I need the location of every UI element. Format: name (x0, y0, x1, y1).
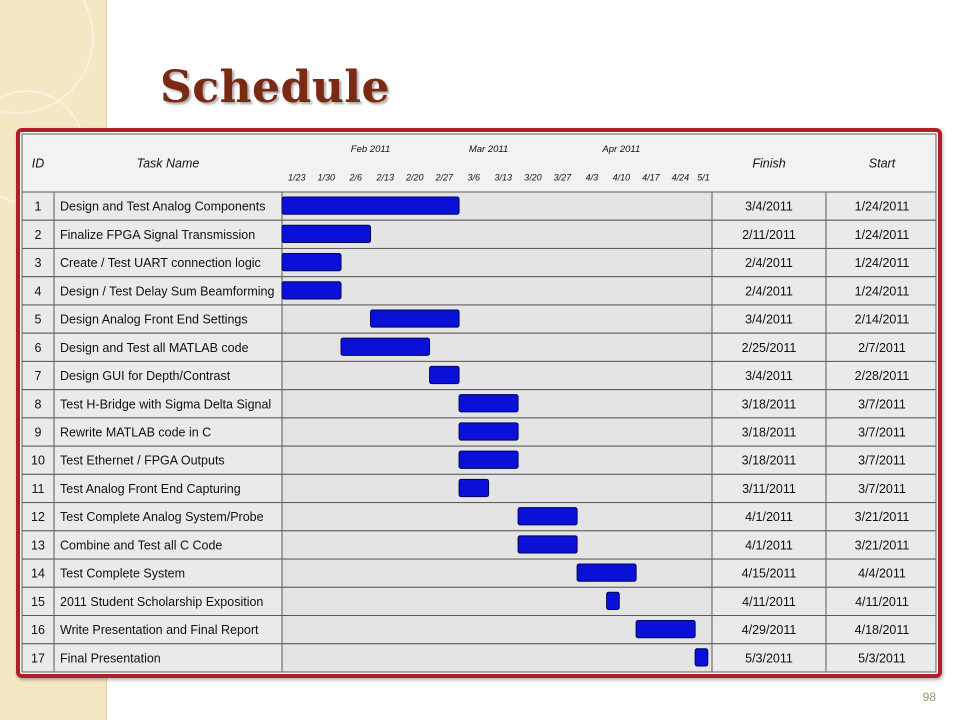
task-name: Design GUI for Depth/Contrast (60, 369, 231, 384)
task-bar (282, 197, 459, 214)
task-id: 11 (31, 481, 45, 496)
task-start: 4/4/2011 (858, 566, 906, 581)
task-finish: 3/18/2011 (741, 425, 797, 440)
task-name: Combine and Test all C Code (60, 538, 223, 553)
slide-title: Schedule (160, 62, 391, 113)
task-id: 3 (34, 256, 42, 271)
task-bar (341, 338, 430, 355)
task-bar (459, 479, 489, 496)
task-start: 2/7/2011 (858, 340, 906, 355)
task-start: 1/24/2011 (854, 199, 910, 214)
task-name: Test Complete System (60, 566, 186, 581)
task-start: 4/18/2011 (854, 623, 910, 638)
task-start: 3/7/2011 (858, 453, 906, 468)
week-tick-label: 1/23 (287, 172, 306, 183)
task-bar (607, 592, 620, 609)
task-bar (577, 564, 636, 581)
task-row-timeline (282, 361, 712, 389)
week-tick-label: 3/20 (524, 172, 542, 183)
week-tick-label: 3/6 (467, 172, 481, 183)
task-id: 12 (31, 510, 45, 525)
task-bar (282, 253, 341, 270)
task-finish: 4/29/2011 (741, 623, 797, 638)
week-tick-label: 2/20 (406, 172, 424, 183)
task-row-timeline (282, 559, 712, 587)
task-name: Create / Test UART connection logic (60, 256, 261, 271)
week-tick-label: 4/10 (612, 172, 631, 183)
week-tick-label: 3/13 (494, 172, 513, 183)
task-bar (430, 366, 460, 383)
header-start: Start (868, 156, 896, 171)
task-finish: 4/1/2011 (745, 538, 793, 553)
task-id: 13 (31, 538, 45, 553)
week-tick-label: 4/17 (642, 172, 660, 183)
task-name: Design and Test all MATLAB code (60, 340, 249, 355)
task-id: 7 (34, 369, 42, 384)
task-finish: 4/11/2011 (742, 594, 796, 609)
task-finish: 4/1/2011 (745, 510, 793, 525)
task-name: Write Presentation and Final Report (60, 623, 259, 638)
task-row-timeline (282, 503, 712, 531)
task-bar (282, 282, 341, 299)
task-name: Finalize FPGA Signal Transmission (60, 227, 256, 242)
week-tick-label: 1/30 (317, 172, 336, 183)
week-tick-label: 2/6 (349, 172, 363, 183)
task-start: 2/28/2011 (854, 369, 910, 384)
week-tick-label: 4/3 (585, 172, 599, 183)
task-row-timeline (282, 305, 712, 333)
task-finish: 3/18/2011 (741, 397, 797, 412)
task-start: 1/24/2011 (854, 227, 910, 242)
task-name: Test Complete Analog System/Probe (60, 510, 264, 525)
week-tick-label: 3/27 (553, 172, 572, 183)
month-label: Apr 2011 (602, 144, 641, 155)
task-finish: 5/3/2011 (745, 651, 793, 666)
task-id: 16 (31, 623, 45, 638)
task-bar (282, 225, 371, 242)
task-finish: 2/11/2011 (742, 227, 796, 242)
task-start: 3/7/2011 (858, 481, 906, 496)
task-id: 5 (34, 312, 42, 327)
week-tick-label: 4/24 (671, 172, 690, 183)
task-finish: 3/4/2011 (745, 312, 793, 327)
task-id: 15 (31, 594, 45, 609)
task-id: 8 (34, 397, 42, 412)
task-name: 2011 Student Scholarship Exposition (60, 594, 264, 609)
task-name: Test H-Bridge with Sigma Delta Signal (60, 397, 272, 412)
task-start: 4/11/2011 (855, 594, 909, 609)
task-start: 3/21/2011 (854, 510, 910, 525)
task-bar (459, 451, 518, 468)
month-label: Feb 2011 (350, 144, 391, 155)
task-row-timeline (282, 277, 712, 305)
task-finish: 3/4/2011 (745, 199, 793, 214)
task-start: 3/21/2011 (854, 538, 910, 553)
task-name: Final Presentation (60, 651, 161, 666)
task-name: Test Analog Front End Capturing (60, 481, 241, 496)
task-bar (459, 423, 518, 440)
task-row-timeline (282, 474, 712, 502)
task-bar (636, 621, 695, 638)
task-row-timeline (282, 531, 712, 559)
task-start: 1/24/2011 (854, 284, 910, 299)
task-bar (459, 395, 518, 412)
task-bar (695, 649, 708, 666)
task-row-timeline (282, 248, 712, 276)
task-bar (371, 310, 460, 327)
task-finish: 3/4/2011 (745, 369, 793, 384)
task-id: 9 (34, 425, 42, 440)
header-id: ID (31, 156, 45, 171)
header-task-name: Task Name (136, 156, 200, 171)
task-id: 6 (34, 340, 42, 355)
task-id: 17 (31, 651, 45, 666)
task-finish: 3/18/2011 (741, 453, 797, 468)
header-finish: Finish (752, 156, 786, 171)
task-row-timeline (282, 644, 712, 672)
week-tick-label: 2/13 (376, 172, 395, 183)
task-start: 1/24/2011 (854, 256, 910, 271)
task-id: 14 (31, 566, 45, 581)
task-row-timeline (282, 587, 712, 615)
task-name: Test Ethernet / FPGA Outputs (60, 453, 225, 468)
task-bar (518, 536, 577, 553)
task-start: 2/14/2011 (854, 312, 910, 327)
task-start: 3/7/2011 (858, 397, 906, 412)
task-id: 1 (34, 199, 42, 214)
task-finish: 4/15/2011 (741, 566, 797, 581)
task-start: 5/3/2011 (858, 651, 906, 666)
task-bar (518, 508, 577, 525)
task-finish: 2/4/2011 (745, 256, 793, 271)
gantt-chart (20, 132, 938, 674)
task-name: Design / Test Delay Sum Beamforming (60, 284, 275, 299)
task-id: 4 (34, 284, 42, 299)
week-tick-label: 5/1 (697, 172, 710, 183)
task-id: 2 (34, 227, 42, 242)
task-start: 3/7/2011 (858, 425, 906, 440)
task-finish: 2/4/2011 (745, 284, 793, 299)
gantt-chart-frame (16, 128, 942, 678)
page-number: 98 (922, 690, 936, 704)
task-name: Design and Test Analog Components (60, 199, 266, 214)
task-finish: 3/11/2011 (742, 481, 796, 496)
task-finish: 2/25/2011 (741, 340, 797, 355)
month-label: Mar 2011 (468, 144, 509, 155)
task-name: Rewrite MATLAB code in C (60, 425, 212, 440)
task-name: Design Analog Front End Settings (60, 312, 248, 327)
week-tick-label: 2/27 (435, 172, 454, 183)
task-id: 10 (31, 453, 45, 468)
